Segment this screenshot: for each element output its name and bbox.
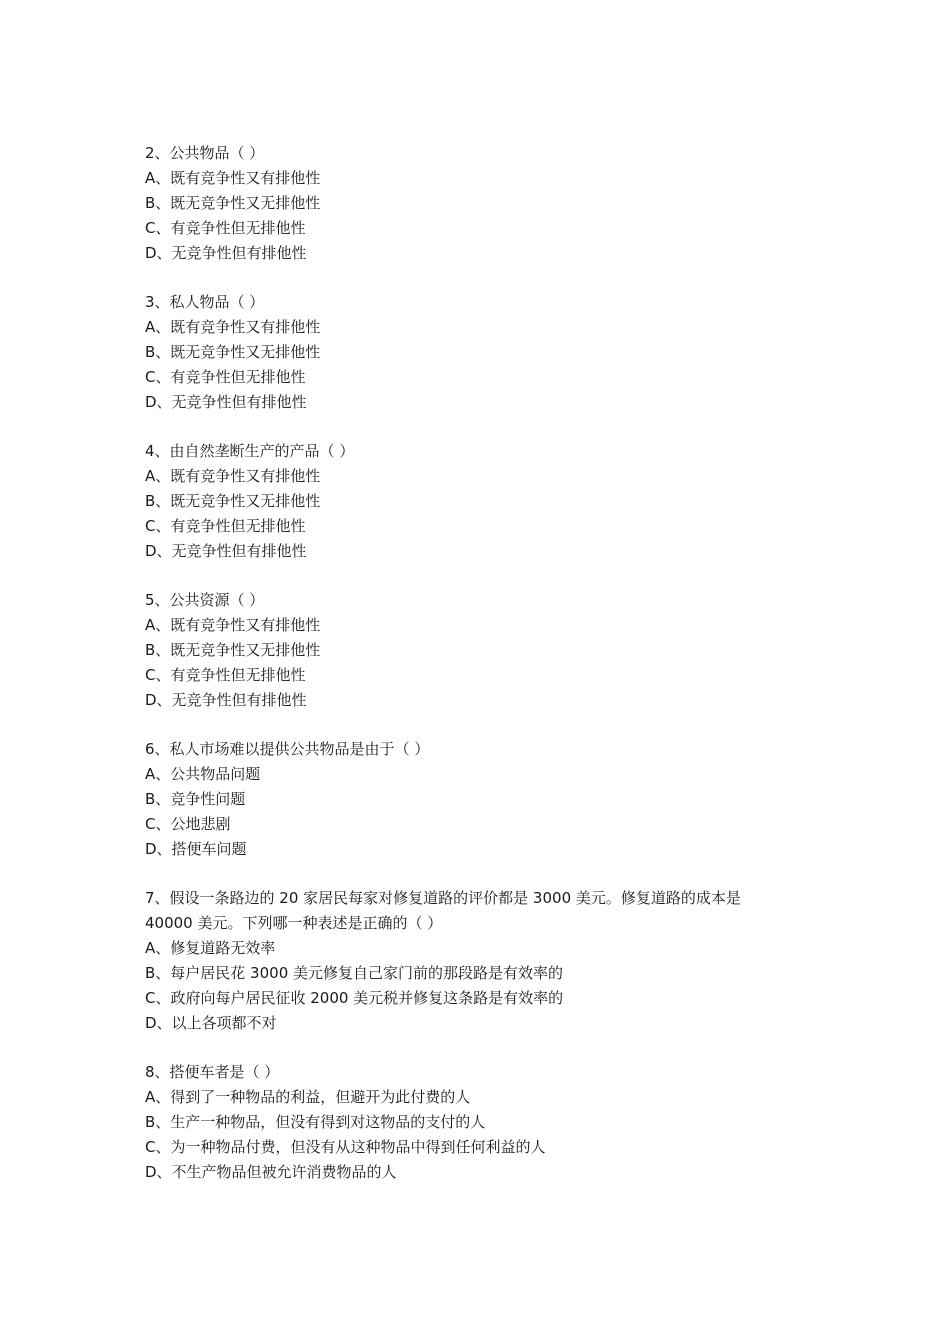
option-c: C、有竞争性但无排他性 <box>145 516 306 535</box>
option-c: C、有竞争性但无排他性 <box>145 665 306 684</box>
question-7 <box>145 886 815 1035</box>
question-stem: 4、由自然垄断生产的产品（ ） <box>145 442 355 461</box>
document-page <box>145 141 815 1209</box>
question-8 <box>145 1060 815 1185</box>
question-stem: 2、公共物品（ ） <box>145 144 265 162</box>
option-c: C、有竞争性但无排他性 <box>145 218 306 237</box>
option-d: D、不生产物品但被允许消费物品的人 <box>145 1162 397 1181</box>
option-b: B、每户居民花 3000 美元修复自己家门前的那段路是有效率的 <box>145 963 564 982</box>
option-d: D、无竞争性但有排他性 <box>145 392 307 411</box>
option-d: D、无竞争性但有排他性 <box>145 690 307 709</box>
question-stem: 6、私人市场难以提供公共物品是由于（ ） <box>145 740 430 759</box>
option-b: B、生产一种物品，但没有得到对这物品的支付的人 <box>145 1112 486 1131</box>
option-b: B、既无竞争性又无排他性 <box>145 491 321 510</box>
question-stem: 3、私人物品（ ） <box>145 293 265 312</box>
option-b: B、既无竞争性又无排他性 <box>145 640 321 659</box>
option-c: C、政府向每户居民征收 2000 美元税并修复这条路是有效率的 <box>145 988 564 1007</box>
option-c: C、公地悲剧 <box>145 814 231 833</box>
option-a: A、既有竞争性又有排他性 <box>145 616 321 634</box>
option-a: A、得到了一种物品的利益，但避开为此付费的人 <box>145 1088 471 1106</box>
question-stem-line-1: 7、假设一条路边的 20 家居民每家对修复道路的评价都是 3000 美元。修复道路的成本是 <box>145 889 741 908</box>
option-d: D、无竞争性但有排他性 <box>145 243 307 262</box>
option-b: B、既无竞争性又无排他性 <box>145 342 321 361</box>
option-b: B、既无竞争性又无排他性 <box>145 193 321 212</box>
option-c: C、为一种物品付费，但没有从这种物品中得到任何利益的人 <box>145 1137 546 1156</box>
question-2 <box>145 141 815 266</box>
option-a: A、修复道路无效率 <box>145 938 276 957</box>
question-stem: 8、搭便车者是（ ） <box>145 1063 280 1082</box>
option-a: A、既有竞争性又有排他性 <box>145 466 321 485</box>
option-a: A、公共物品问题 <box>145 765 261 784</box>
option-a: A、既有竞争性又有排他性 <box>145 168 321 187</box>
question-stem-line-2: 40000 美元。下列哪一种表述是正确的（ ） <box>145 914 443 933</box>
question-4 <box>145 439 815 564</box>
option-d: D、搭便车问题 <box>145 839 247 858</box>
question-5 <box>145 588 815 713</box>
option-d: D、无竞争性但有排他性 <box>145 541 307 560</box>
option-d: D、以上各项都不对 <box>145 1013 277 1032</box>
option-a: A、既有竞争性又有排他性 <box>145 317 321 336</box>
option-c: C、有竞争性但无排他性 <box>145 367 306 386</box>
question-6 <box>145 737 815 862</box>
question-3 <box>145 290 815 415</box>
question-stem: 5、公共资源（ ） <box>145 591 265 610</box>
option-b: B、竞争性问题 <box>145 789 246 808</box>
